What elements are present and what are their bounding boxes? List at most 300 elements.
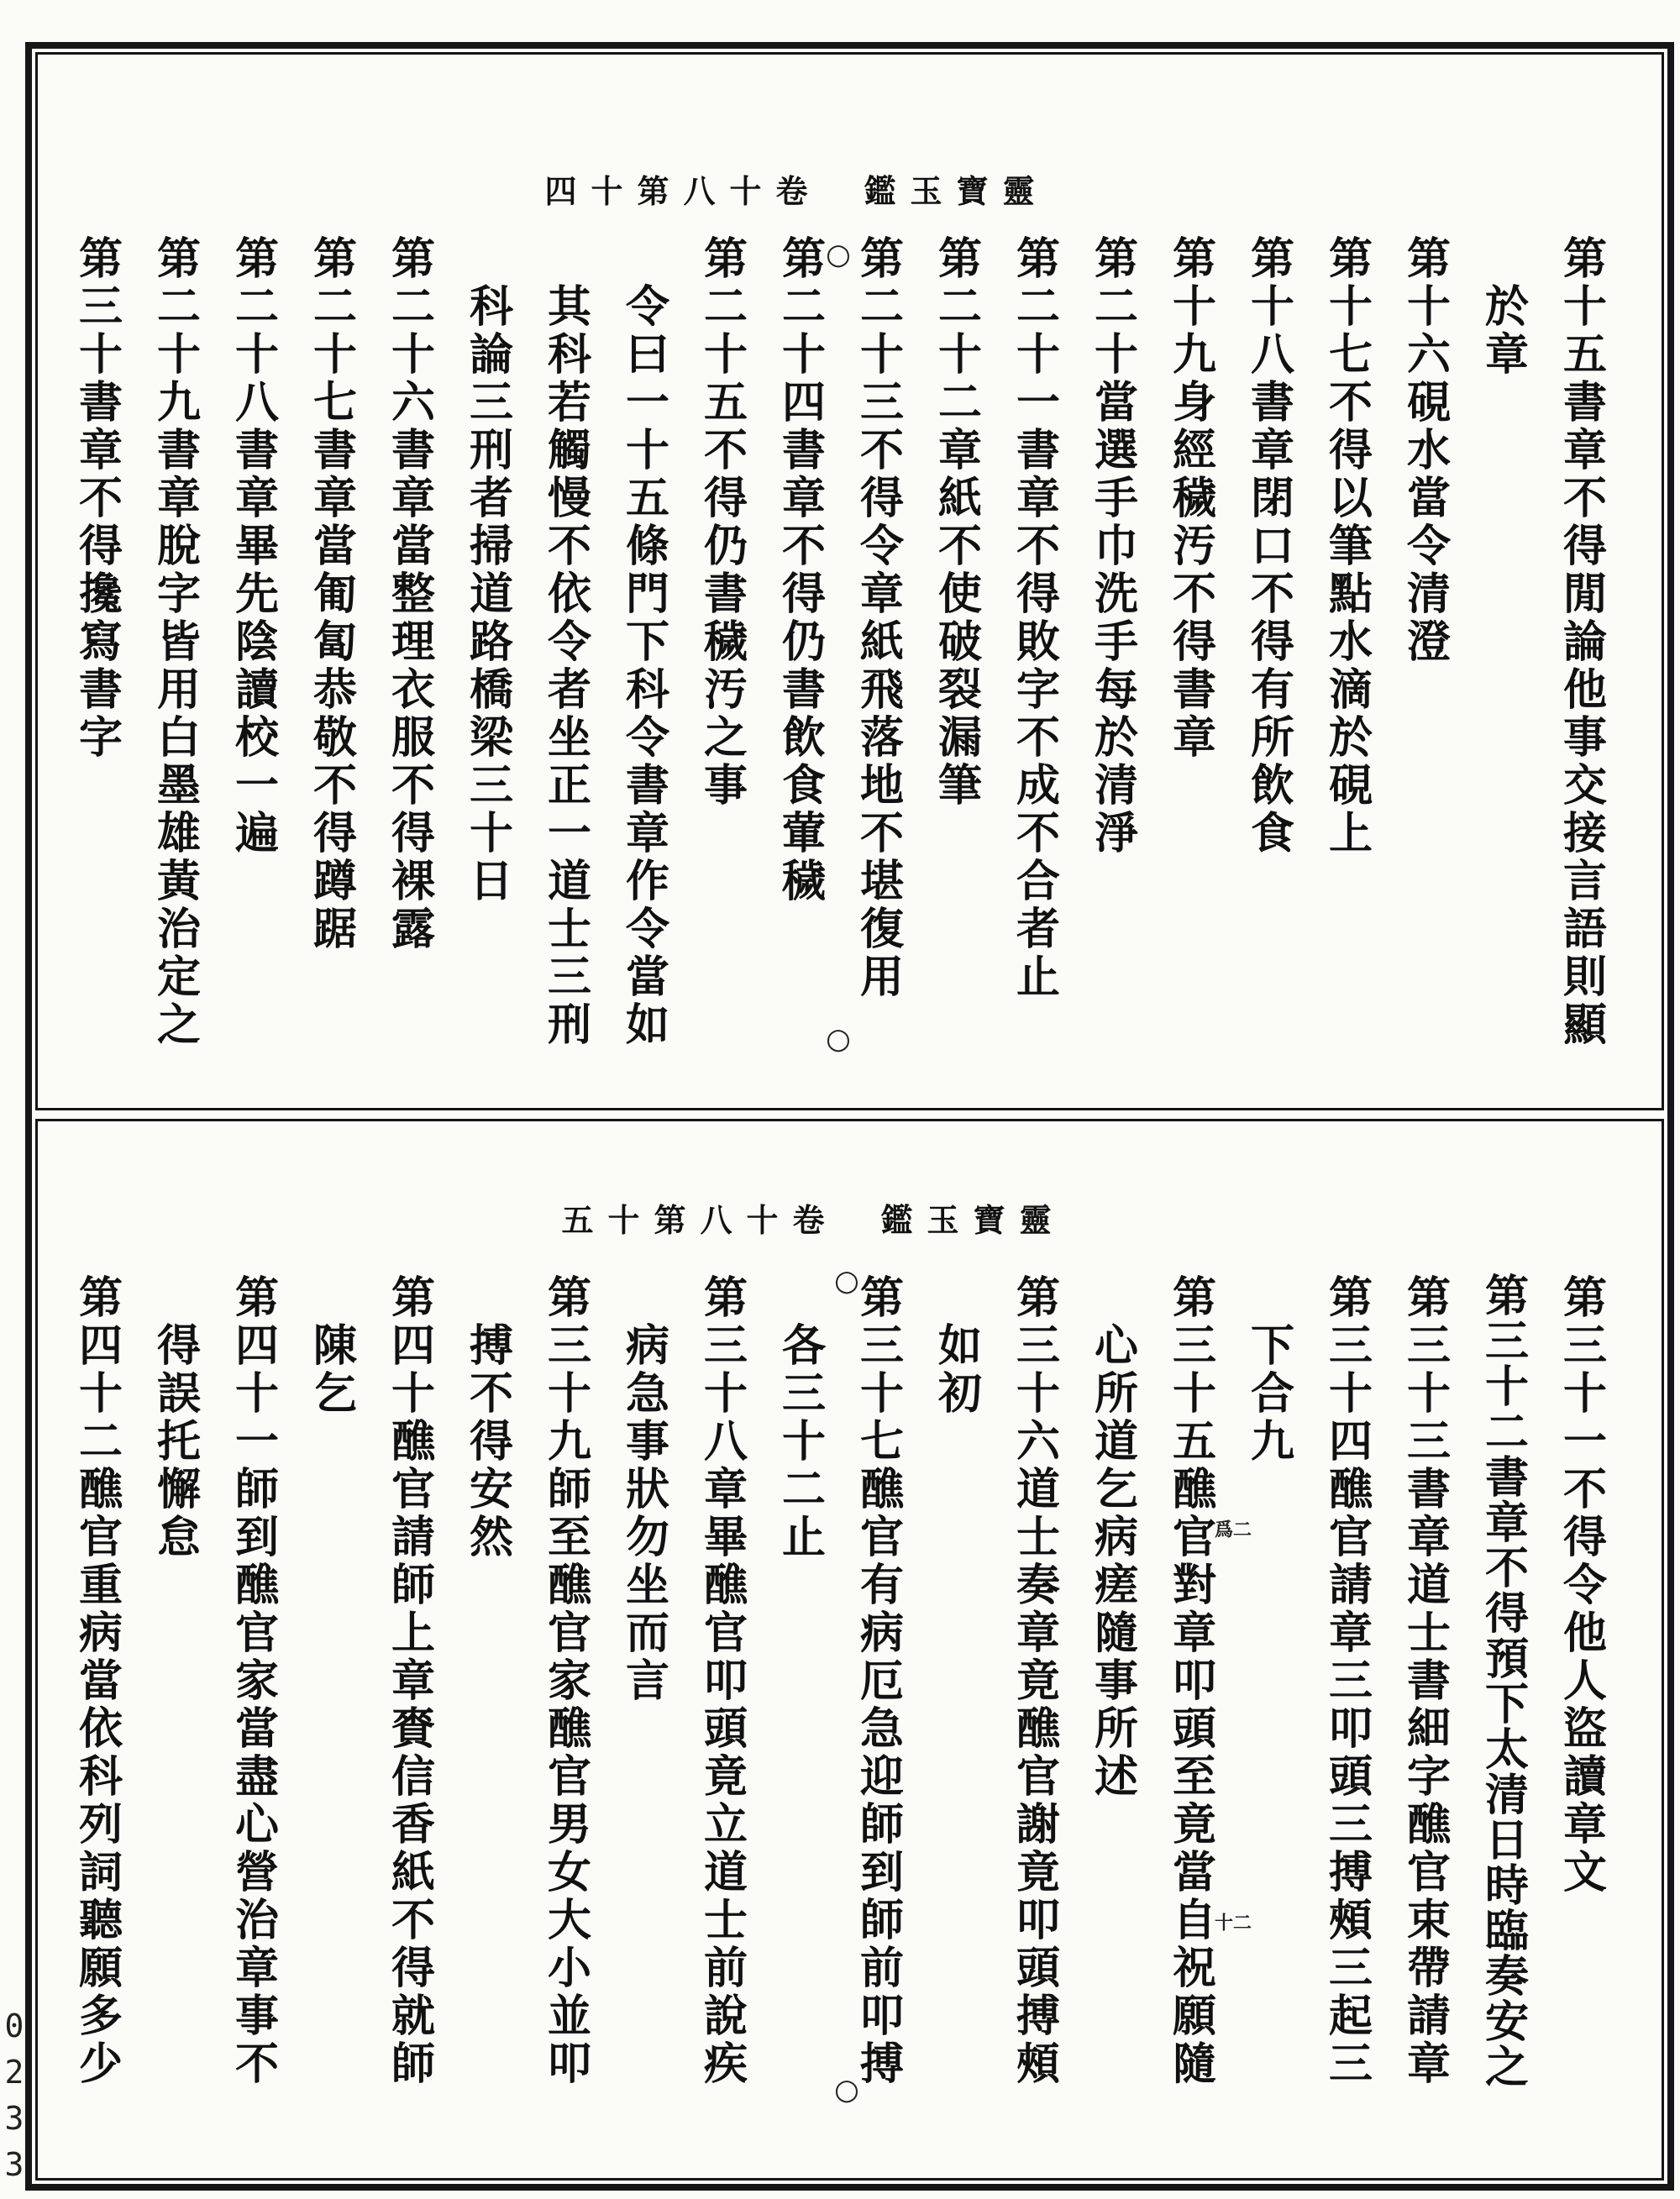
glyph: 九 [1250,1416,1294,1467]
glyph: 清 [1484,1770,1529,1821]
glyph: 章 [1016,1608,1060,1659]
glyph: 得 [391,808,435,859]
glyph: 得 [1250,617,1294,668]
text-column-35 [465,1322,518,1561]
glyph: 道 [703,1847,748,1898]
glyph: 師 [859,1895,904,1946]
glyph: 汚 [1172,521,1216,572]
glyph: 乞 [1094,1464,1138,1515]
glyph: 書 [1250,377,1294,428]
glyph: 隨 [1172,2039,1216,2090]
glyph: 第 [1016,234,1060,285]
glyph: 定 [156,952,201,1003]
glyph: 文 [1562,1847,1607,1898]
glyph: 止 [1016,952,1060,1003]
glyph: 列 [78,1799,123,1850]
glyph: 前 [859,1943,904,1994]
glyph: 上 [391,1608,435,1659]
glyph: 到 [859,1847,904,1898]
glyph: 事 [703,760,748,811]
glyph: 閉 [1250,473,1294,524]
glyph: 十 [1406,281,1451,333]
text-column-14 [543,283,596,1049]
glyph: 日 [469,856,513,907]
glyph: 如 [937,1320,982,1372]
glyph: 三 [781,1368,826,1420]
glyph: 自 [1172,1895,1216,1946]
glyph: 畢 [234,521,279,572]
glyph: 十 [1250,281,1294,333]
glyph: 得 [156,1320,201,1372]
text-column-15 [465,283,518,905]
glyph: 第 [1094,234,1138,285]
glyph: 病 [1094,1512,1138,1563]
glyph: 之 [703,712,748,764]
text-column-13 [621,283,675,1049]
glyph: 十 [156,329,201,380]
glyph: 葷 [781,808,826,859]
glyph: 願 [78,1943,123,1994]
glyph: 食 [781,760,826,811]
glyph: 書 [1016,425,1060,476]
glyph: 坐 [625,1560,669,1611]
glyph: 不 [703,425,748,476]
glyph: 當 [391,521,435,572]
glyph: 一 [234,760,279,811]
glyph: 六 [1016,1416,1060,1467]
glyph: 叩 [703,1656,748,1707]
glyph: 蹲 [312,856,357,907]
glyph: 書 [1406,1656,1451,1707]
glyph: 奏 [1484,1951,1529,2002]
glyph: 第 [156,234,201,285]
glyph: 士 [703,1895,748,1946]
glyph: 立 [703,1799,748,1850]
glyph: 當 [312,521,357,572]
glyph: 讀 [1562,1751,1607,1803]
glyph: 論 [469,329,513,380]
text-column-3 [1402,235,1456,666]
circle-mark: ○ [834,2073,859,2107]
glyph: 請 [1328,1560,1373,1611]
glyph: 一 [1016,377,1060,428]
glyph: 不 [312,760,357,811]
glyph: 謝 [1016,1799,1060,1850]
glyph: 不 [234,2039,279,2090]
glyph: 頭 [1172,1703,1216,1755]
glyph: 二 [781,281,826,333]
glyph: 竟 [1016,1656,1060,1707]
glyph: 以 [1328,473,1373,524]
text-column-25 [1246,1322,1299,1466]
book-title [874,1199,1058,1241]
text-column-20 [74,235,128,762]
glyph: 盡 [234,1751,279,1803]
glyph: 七 [1328,329,1373,380]
text-column-24 [1324,1274,1378,2088]
glyph: 三 [1406,1320,1451,1372]
glyph: 得 [703,473,748,524]
glyph: 三 [1328,1799,1373,1850]
glyph: 起 [1328,1991,1373,2042]
glyph: 乞 [312,1368,357,1420]
glyph: 十 [729,172,762,210]
glyph: 曰 [625,329,669,380]
glyph: 心 [234,1799,279,1850]
glyph: 叩 [1328,1703,1373,1755]
glyph: 一 [547,808,591,859]
glyph: 三 [859,377,904,428]
page-number [3,2003,25,2188]
glyph: 第 [391,234,435,285]
glyph: 說 [703,1991,748,2042]
glyph: 勿 [625,1512,669,1563]
leaf-number [554,1199,693,1241]
glyph: 叩 [859,1991,904,2042]
glyph: 三 [1562,1320,1607,1372]
glyph: 初 [937,1368,982,1420]
glyph: 第 [1328,1273,1373,1324]
glyph: 令 [625,904,669,955]
glyph: 書 [312,425,357,476]
glyph: 懈 [156,1464,201,1515]
glyph: 掃 [469,521,513,572]
glyph: 點 [1328,569,1373,620]
glyph: 頰 [1016,2039,1060,2090]
glyph: 二 [703,281,748,333]
glyph: 並 [547,1991,591,2042]
glyph: 三 [703,1320,748,1372]
glyph: 梁 [469,712,513,764]
glyph: 衣 [391,664,435,716]
glyph: 不 [78,473,123,524]
glyph: 二 [1016,281,1060,333]
glyph: 第 [781,234,826,285]
glyph: 合 [1016,856,1060,907]
glyph: 漏 [937,712,982,764]
glyph: 當 [234,1703,279,1755]
glyph: 用 [156,664,201,716]
glyph: 四 [1328,1416,1373,1467]
glyph: 敗 [1016,617,1060,668]
glyph: 書 [391,425,435,476]
text-column-32 [699,1274,753,2088]
text-column-7 [1089,235,1143,858]
glyph: 醮 [1328,1464,1373,1515]
glyph: 下 [1250,1320,1294,1372]
glyph: 十 [1484,1362,1529,1413]
glyph: 三 [1016,1320,1060,1372]
text-column-36 [386,1274,440,2088]
glyph: 五 [625,473,669,524]
glyph: 穢 [1172,473,1216,524]
glyph: 字 [78,712,123,764]
glyph: 事 [625,1416,669,1467]
glyph: 水 [1406,425,1451,476]
glyph: 三 [547,1320,591,1372]
glyph: 言 [1562,856,1607,907]
glyph: 十 [547,1368,591,1420]
glyph: 書 [234,425,279,476]
glyph: 章 [156,473,201,524]
glyph: 堪 [859,856,904,907]
glyph: 師 [234,1464,279,1515]
glyph: 請 [1406,1991,1451,2042]
text-column-8 [1011,235,1065,1001]
glyph: 十 [469,808,513,859]
glyph: 滴 [1328,664,1373,716]
glyph: 事 [1094,1656,1138,1707]
glyph: 病 [625,1320,669,1372]
glyph: 安 [1484,1997,1529,2048]
glyph: 第 [654,1201,686,1239]
glyph: 口 [1250,521,1294,572]
glyph: 章 [391,473,435,524]
glyph: 鑑 [880,1201,913,1239]
glyph: 第 [703,1273,748,1324]
text-column-11 [777,235,831,905]
glyph: 多 [78,1991,123,2042]
glyph: 澄 [1406,617,1451,668]
glyph: 一 [625,377,669,428]
glyph: 瘥 [1094,1560,1138,1611]
glyph: 叩 [547,2039,591,2090]
glyph: 者 [547,664,591,716]
glyph: 當 [625,952,669,1003]
glyph: 十 [78,329,123,380]
glyph: 士 [1406,1608,1451,1659]
glyph: 醮 [234,1560,279,1611]
glyph: 第 [859,1273,904,1324]
glyph: 搏 [1016,1991,1060,2042]
glyph: 玉 [910,172,942,210]
glyph: 脫 [156,521,201,572]
glyph: 第 [1016,1273,1060,1324]
glyph: 飲 [1250,760,1294,811]
text-column-12 [699,235,753,810]
glyph: 迎 [859,1751,904,1803]
glyph: 官 [703,1608,748,1659]
glyph: 第 [547,1273,591,1324]
glyph: 畢 [703,1512,748,1563]
glyph: 章 [1484,1498,1529,1549]
glyph: 不 [1172,569,1216,620]
glyph: 道 [1094,1416,1138,1467]
glyph: 章 [937,425,982,476]
circle-mark: ○ [826,1022,851,1056]
glyph: 三 [1484,1316,1529,1367]
glyph: 就 [391,1991,435,2042]
book-title [857,171,1042,213]
glyph: 大 [547,1895,591,1946]
glyph: 隨 [1094,1608,1138,1659]
glyph: 十 [859,329,904,380]
glyph: 他 [1562,664,1607,716]
glyph: 誤 [156,1368,201,1420]
glyph: 皆 [156,617,201,668]
glyph: 家 [547,1656,591,1707]
glyph: 十 [703,1368,748,1420]
glyph: 束 [1406,1895,1451,1946]
glyph: 時 [1484,1860,1529,1912]
glyph: 不 [1562,1464,1607,1515]
glyph: 八 [234,377,279,428]
glyph: 二 [1094,281,1138,333]
glyph: 破 [937,617,982,668]
glyph: 治 [156,904,201,955]
glyph: 得 [469,1416,513,1467]
glyph: 賚 [391,1703,435,1755]
glyph: 第 [1172,1273,1216,1324]
glyph: 然 [469,1512,513,1563]
glyph: 論 [1562,617,1607,668]
text-column-22 [1480,1271,1534,2093]
glyph: 書 [1562,377,1607,428]
glyph: 0 [4,2007,24,2044]
glyph: 陰 [234,617,279,668]
text-column-28 [1011,1274,1065,2088]
glyph: 道 [469,569,513,620]
glyph: 竟 [703,1751,748,1803]
glyph: 3 [4,2100,24,2137]
text-column-27 [1089,1322,1143,1801]
glyph: 四 [391,1320,435,1372]
glyph: 作 [625,856,669,907]
glyph: 第 [859,234,904,285]
glyph: 踞 [312,904,357,955]
glyph: 醮 [547,1703,591,1755]
glyph: 八 [683,172,716,210]
page-14-header [538,171,1042,213]
glyph: 條 [625,521,669,572]
glyph: 四 [781,377,826,428]
juan-number [676,171,815,213]
glyph: 清 [1094,760,1138,811]
glyph: 二 [859,281,904,333]
glyph: 士 [1016,1512,1060,1563]
glyph: 五 [703,377,748,428]
circle-mark: ○ [826,238,851,271]
glyph: 頭 [1328,1751,1373,1803]
glyph: 五 [1562,329,1607,380]
glyph: 書 [156,425,201,476]
glyph: 第 [1484,1271,1529,1322]
glyph: 門 [625,569,669,620]
text-column-40 [74,1274,128,2088]
text-column-21 [1558,1274,1612,1897]
glyph: 令 [859,521,904,572]
text-column-6 [1168,235,1221,762]
glyph: 科 [547,329,591,380]
glyph: 服 [391,712,435,764]
glyph: 玉 [927,1201,959,1239]
glyph: 不 [391,1895,435,1946]
glyph: 靈 [1002,172,1035,210]
glyph: 書 [703,569,748,620]
glyph: 二 [312,281,357,333]
glyph: 一 [234,1416,279,1467]
glyph: 得 [1172,617,1216,668]
glyph: 不 [391,760,435,811]
glyph: 章 [1250,425,1294,476]
glyph: 十 [1172,1368,1216,1420]
glyph: 人 [1562,1656,1607,1707]
text-column-18 [230,235,284,858]
glyph: 令 [1562,1560,1607,1611]
glyph: 交 [1562,760,1607,811]
glyph: 四 [544,172,577,210]
glyph: 奏 [1016,1560,1060,1611]
glyph: 食 [1250,808,1294,859]
glyph: 仍 [781,617,826,668]
glyph: 三 [78,281,123,333]
glyph: 巾 [1094,521,1138,572]
glyph: 厄 [859,1656,904,1707]
glyph: 之 [1484,2042,1529,2093]
glyph: 醮 [1406,1799,1451,1850]
glyph: 九 [547,1416,591,1467]
glyph: 慢 [547,473,591,524]
glyph: 第 [937,234,982,285]
text-column-4 [1324,235,1378,858]
glyph: 攙 [78,569,123,620]
glyph: 師 [391,1560,435,1611]
glyph: 一 [1562,1416,1607,1467]
glyph: 手 [1094,473,1138,524]
glyph: 所 [1250,712,1294,764]
glyph: 觸 [547,425,591,476]
glyph: 章 [391,1656,435,1707]
glyph: 章 [1484,329,1529,380]
glyph: 他 [1562,1608,1607,1659]
glyph: 章 [312,473,357,524]
glyph: 章 [703,1464,748,1515]
glyph: 不 [1562,473,1607,524]
glyph: 露 [391,904,435,955]
glyph: 坐 [547,712,591,764]
glyph: 三 [1406,1416,1451,1467]
glyph: 請 [391,1512,435,1563]
glyph: 十 [1016,329,1060,380]
text-column-31 [777,1322,831,1561]
glyph: 刑 [547,1000,591,1051]
glyph: 書 [1406,1464,1451,1515]
glyph: 九 [1172,329,1216,380]
glyph: 墨 [156,760,201,811]
glyph: 官 [78,1512,123,1563]
glyph: 三 [1328,1320,1373,1372]
glyph: 道 [547,856,591,907]
glyph: 科 [469,281,513,333]
page-15-header [554,1199,1058,1241]
glyph: 不 [859,808,904,859]
glyph: 師 [547,1464,591,1515]
glyph: 十 [1328,281,1373,333]
glyph: 止 [781,1512,826,1563]
glyph: 十 [391,1368,435,1420]
glyph: 三 [1328,1656,1373,1707]
glyph: 女 [547,1847,591,1898]
glyph: 淨 [1094,808,1138,859]
glyph: 得 [391,1943,435,1994]
glyph: 醮 [78,1464,123,1515]
glyph: 字 [1016,664,1060,716]
glyph: 祝 [1172,1943,1216,1994]
glyph: 3 [4,2146,24,2183]
glyph: 醮 [1172,1464,1216,1515]
glyph: 校 [234,712,279,764]
glyph: 十 [703,329,748,380]
